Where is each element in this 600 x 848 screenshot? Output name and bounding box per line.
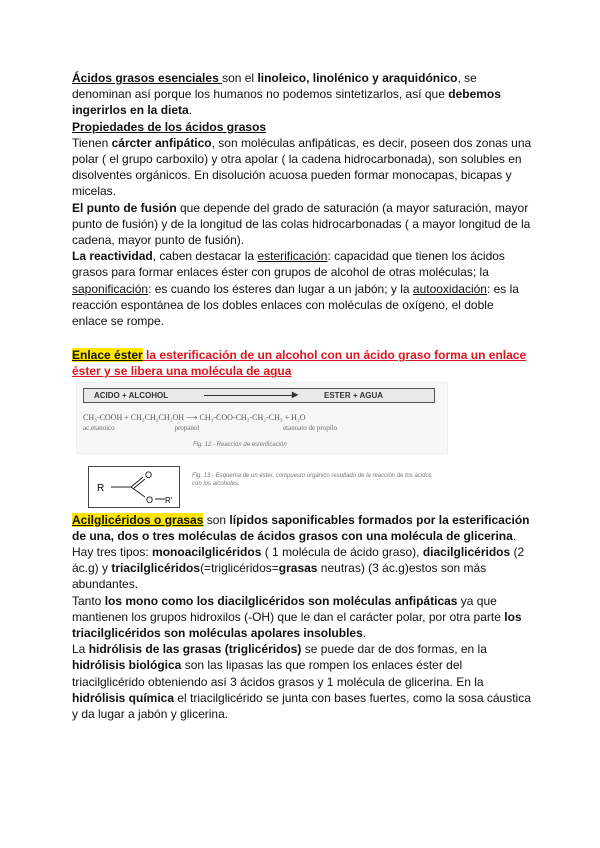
reaction-equation: CH₃-COOH + CH₃CH₂CH₂OH ⟶ CH₃-COO-CH₂-CH₂-CH₃ + H₂O bbox=[83, 412, 306, 422]
document-page bbox=[72, 70, 532, 722]
heading-properties: Propiedades de los ácidos grasos bbox=[72, 119, 267, 134]
svg-text:R: R bbox=[97, 482, 105, 494]
paragraph-reactivity: La reactividad, caben destacar la esterificación: capacidad que tienen los ácidos grasos para formar enlaces éster con grupos de alcohol de otras moléculas; la saponificación: es cuando los ésteres dan lugar a un jabón; y la autooxidación: es la reacción espontánea de los dobles enlaces con moléculas de oxígeno, el doble enlace se rompe. bbox=[72, 249, 519, 329]
paragraph-types: Hay tres tipos: monoacilglicéridos ( 1 molécula de ácido graso), diacilglicéridos (2 ác.g) y triacilglicéridos(=triglicéridos=grasas neutras) (3 ác.g)estos son más abundantes. bbox=[72, 545, 525, 592]
arrow-icon bbox=[204, 395, 294, 396]
paragraph-amphipathic: Tienen cárcter anfipático, son moléculas anfipáticas, es decir, poseen dos zonas una polar ( el grupo carboxilo) y otra apolar ( la cadena hidrocarbonada), son solubles en disolventes orgánicos. En disolución acuosa pueden formar monocapas, bicapas y micelas. bbox=[72, 135, 532, 199]
esterification-figure bbox=[76, 382, 448, 454]
ester-bond-icon bbox=[89, 467, 179, 507]
figure-caption: Fig. 12.- Reacción de esterificación bbox=[193, 441, 287, 448]
paragraph-acylglycerides: Acilglicéridos o grasas son lípidos saponificables formados por la esterificación de una, dos o tres moléculas de ácidos grasos con una molécula de glicerina. bbox=[72, 512, 530, 543]
paragraph-polarity: Tanto los mono como los diacilglicéridos son moléculas anfipáticas ya que mantienen los grupos hidroxilos (-OH) que le dan el carácter polar, por otra parte los triacilglicéridos son moléculas apolares insolubles. bbox=[72, 593, 522, 641]
figure-caption: Fig. 13.- Esquema de un éster, compuesto orgánico resultado de la reacción de los ácidos con los alcoholes. bbox=[192, 472, 432, 487]
paragraph-melting-point: El punto de fusión que depende del grado de saturación (a mayor saturación, mayor punto de fusión) y de la longitud de las colas hidrocarbonadas ( a mayor longitud de la cadena, mayor punto de fusión). bbox=[72, 200, 531, 248]
reaction-names: ac.etanoico propanol etanoato de propilo bbox=[83, 423, 338, 432]
ester-structure-diagram bbox=[88, 466, 180, 508]
ester-structure-figure bbox=[88, 466, 433, 508]
paragraph-hydrolysis: La hidrólisis de las grasas (triglicéridos) se puede dar de dos formas, en la hidrólisis biológica son las lipasas las que rompen los enlaces éster del triacilglicérido obteniendo así 3 ácidos grasos y 1 molécula de glicerina. En la hidrólisis química el triacilglicérido se junta con bases fuertes, como la sosa cáustica y da lugar a jabón y glicerina. bbox=[72, 642, 531, 722]
arrow-head-icon: ▶ bbox=[292, 389, 299, 399]
svg-text:R': R' bbox=[165, 495, 173, 505]
svg-text:O: O bbox=[145, 469, 153, 480]
svg-text:O: O bbox=[146, 494, 154, 505]
paragraph-essential-fatty-acids: Ácidos grasos esenciales son el linoleico, linolénico y araquidónico, se denominan así porque los humanos no podemos sintetizarlos, así que debemos ingerirlos en la dieta. bbox=[72, 71, 501, 118]
paragraph-ester-bond: Enlace éster la esterificación de un alcohol con un ácido graso forma un enlace éster y se libera una molécula de agua bbox=[72, 348, 527, 379]
reaction-bar: ACIDO + ALCOHOL ▶ ESTER + AGUA bbox=[83, 388, 435, 403]
